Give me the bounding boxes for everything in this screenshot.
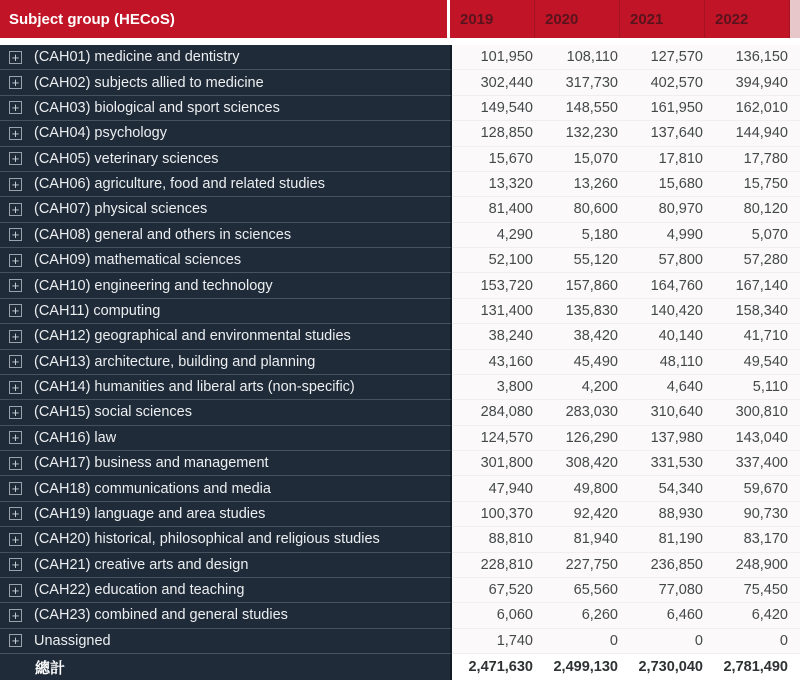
row-label: (CAH01) medicine and dentistry bbox=[34, 49, 240, 66]
expand-plus-icon[interactable]: + bbox=[9, 431, 22, 444]
table-row[interactable] bbox=[0, 273, 800, 298]
total-cell-value: 2,781,490 bbox=[723, 659, 788, 675]
cell-value: 38,420 bbox=[537, 324, 622, 349]
cell-value: 331,530 bbox=[622, 451, 707, 476]
expand-plus-icon[interactable]: + bbox=[9, 152, 22, 165]
row-values bbox=[452, 400, 800, 425]
row-label-cell[interactable] bbox=[0, 400, 452, 425]
row-values bbox=[452, 70, 800, 95]
row-label: (CAH15) social sciences bbox=[34, 404, 192, 421]
column-header-subject-group[interactable]: Subject group (HECoS) bbox=[0, 0, 450, 38]
expand-plus-icon[interactable]: + bbox=[9, 178, 22, 191]
row-label-cell[interactable] bbox=[0, 45, 452, 70]
row-label: (CAH13) architecture, building and planning bbox=[34, 353, 316, 370]
row-label-cell[interactable] bbox=[0, 197, 452, 222]
row-right-pad bbox=[792, 400, 800, 425]
row-values bbox=[452, 273, 800, 298]
cell-value: 337,400 bbox=[707, 451, 792, 476]
cell-value: 4,200 bbox=[537, 375, 622, 400]
row-label: (CAH09) mathematical sciences bbox=[34, 252, 242, 269]
row-label-cell[interactable] bbox=[0, 375, 452, 400]
cell-value: 132,230 bbox=[537, 121, 622, 146]
cell-value: 81,400 bbox=[452, 197, 537, 222]
row-right-pad bbox=[792, 197, 800, 222]
column-header-year[interactable]: 2022 bbox=[705, 0, 790, 38]
row-label-cell[interactable] bbox=[0, 553, 452, 578]
row-label: (CAH21) creative arts and design bbox=[34, 556, 249, 573]
table-row[interactable] bbox=[0, 197, 800, 222]
row-right-pad bbox=[792, 603, 800, 628]
expand-plus-icon[interactable]: + bbox=[9, 457, 22, 470]
cell-value: 80,970 bbox=[622, 197, 707, 222]
header-body-gap bbox=[0, 38, 800, 45]
row-label-cell[interactable] bbox=[0, 603, 452, 628]
row-values bbox=[452, 350, 800, 375]
row-label: (CAH11) computing bbox=[34, 302, 161, 319]
cell-value: 301,800 bbox=[452, 451, 537, 476]
expand-plus-icon[interactable]: + bbox=[9, 507, 22, 520]
cell-value: 40,140 bbox=[622, 324, 707, 349]
expand-plus-icon[interactable]: + bbox=[9, 482, 22, 495]
cell-value: 302,440 bbox=[452, 70, 537, 95]
row-label: (CAH19) language and area studies bbox=[34, 505, 266, 522]
row-label-cell[interactable] bbox=[0, 273, 452, 298]
row-label-cell[interactable] bbox=[0, 629, 452, 654]
cell-value: 283,030 bbox=[537, 400, 622, 425]
table-row[interactable] bbox=[0, 350, 800, 375]
total-cell-value: 2,471,630 bbox=[468, 659, 533, 675]
row-label: (CAH05) veterinary sciences bbox=[34, 150, 219, 167]
row-label-cell[interactable] bbox=[0, 121, 452, 146]
cell-value: 17,810 bbox=[622, 147, 707, 172]
row-label: (CAH20) historical, philosophical and religious studies bbox=[34, 531, 380, 548]
cell-value: 164,760 bbox=[622, 273, 707, 298]
cell-value: 15,070 bbox=[537, 147, 622, 172]
table-row[interactable] bbox=[0, 451, 800, 476]
row-values bbox=[452, 502, 800, 527]
row-right-pad bbox=[792, 553, 800, 578]
table-row[interactable] bbox=[0, 324, 800, 349]
cell-value: 41,710 bbox=[707, 324, 792, 349]
row-label: (CAH22) education and teaching bbox=[34, 582, 245, 599]
expand-plus-icon[interactable]: + bbox=[9, 127, 22, 140]
row-values bbox=[452, 553, 800, 578]
expand-plus-icon[interactable]: + bbox=[9, 584, 22, 597]
cell-value: 13,260 bbox=[537, 172, 622, 197]
cell-value: 5,110 bbox=[707, 375, 792, 400]
row-values bbox=[452, 527, 800, 552]
expand-plus-icon[interactable]: + bbox=[9, 203, 22, 216]
header-corner-strip bbox=[790, 0, 800, 38]
row-values bbox=[452, 375, 800, 400]
row-values bbox=[452, 426, 800, 451]
row-right-pad bbox=[792, 172, 800, 197]
row-right-pad bbox=[792, 299, 800, 324]
row-label-cell[interactable] bbox=[0, 451, 452, 476]
table-row[interactable] bbox=[0, 502, 800, 527]
cell-value: 161,950 bbox=[622, 96, 707, 121]
table-body bbox=[0, 45, 800, 654]
cell-value: 228,810 bbox=[452, 553, 537, 578]
row-values bbox=[452, 223, 800, 248]
cell-value: 6,260 bbox=[537, 603, 622, 628]
row-right-pad bbox=[792, 476, 800, 501]
row-label: (CAH14) humanities and liberal arts (non-specific) bbox=[34, 379, 355, 396]
row-values bbox=[452, 451, 800, 476]
year-headers bbox=[450, 0, 800, 38]
cell-value: 57,800 bbox=[622, 248, 707, 273]
table-row[interactable] bbox=[0, 426, 800, 451]
column-header-year[interactable]: 2019 bbox=[450, 0, 535, 38]
cell-value: 5,180 bbox=[537, 223, 622, 248]
total-cell-value: 2,730,040 bbox=[638, 659, 703, 675]
cell-value: 57,280 bbox=[707, 248, 792, 273]
cell-value: 48,110 bbox=[622, 350, 707, 375]
row-right-pad bbox=[792, 578, 800, 603]
row-label-cell[interactable] bbox=[0, 324, 452, 349]
row-label: (CAH08) general and others in sciences bbox=[34, 226, 292, 243]
table-row[interactable] bbox=[0, 299, 800, 324]
cell-value: 49,540 bbox=[707, 350, 792, 375]
row-values bbox=[452, 147, 800, 172]
cell-value: 90,730 bbox=[707, 502, 792, 527]
row-right-pad bbox=[792, 629, 800, 654]
row-right-pad bbox=[792, 147, 800, 172]
cell-value: 59,670 bbox=[707, 476, 792, 501]
cell-value: 1,740 bbox=[452, 629, 537, 654]
row-right-pad bbox=[792, 426, 800, 451]
total-cell-value: 2,499,130 bbox=[553, 659, 618, 675]
row-label-cell[interactable] bbox=[0, 299, 452, 324]
row-label: (CAH17) business and management bbox=[34, 455, 269, 472]
row-right-pad bbox=[792, 45, 800, 70]
table-row[interactable] bbox=[0, 45, 800, 70]
row-values bbox=[452, 629, 800, 654]
row-values bbox=[452, 248, 800, 273]
cell-value: 52,100 bbox=[452, 248, 537, 273]
row-right-pad bbox=[792, 223, 800, 248]
expand-plus-icon[interactable]: + bbox=[9, 51, 22, 64]
row-values bbox=[452, 121, 800, 146]
cell-value: 137,640 bbox=[622, 121, 707, 146]
cell-value: 49,800 bbox=[537, 476, 622, 501]
cell-value: 158,340 bbox=[707, 299, 792, 324]
expand-plus-icon[interactable]: + bbox=[9, 381, 22, 394]
row-values bbox=[452, 476, 800, 501]
cell-value: 92,420 bbox=[537, 502, 622, 527]
table-row[interactable] bbox=[0, 476, 800, 501]
row-right-pad bbox=[792, 96, 800, 121]
table-row[interactable] bbox=[0, 375, 800, 400]
row-values bbox=[452, 603, 800, 628]
cell-value: 6,460 bbox=[622, 603, 707, 628]
cell-value: 4,640 bbox=[622, 375, 707, 400]
cell-value: 0 bbox=[707, 629, 792, 654]
cell-value: 126,290 bbox=[537, 426, 622, 451]
cell-value: 227,750 bbox=[537, 553, 622, 578]
cell-value: 284,080 bbox=[452, 400, 537, 425]
cell-value: 143,040 bbox=[707, 426, 792, 451]
cell-value: 80,120 bbox=[707, 197, 792, 222]
cell-value: 45,490 bbox=[537, 350, 622, 375]
row-values bbox=[452, 96, 800, 121]
cell-value: 128,850 bbox=[452, 121, 537, 146]
total-row-right-pad bbox=[792, 654, 800, 680]
cell-value: 83,170 bbox=[707, 527, 792, 552]
cell-value: 131,400 bbox=[452, 299, 537, 324]
cell-value: 149,540 bbox=[452, 96, 537, 121]
row-label-cell[interactable] bbox=[0, 578, 452, 603]
row-label-cell[interactable] bbox=[0, 70, 452, 95]
row-right-pad bbox=[792, 451, 800, 476]
table-row[interactable] bbox=[0, 578, 800, 603]
row-values bbox=[452, 578, 800, 603]
expand-plus-icon[interactable]: + bbox=[9, 330, 22, 343]
table-row[interactable] bbox=[0, 400, 800, 425]
table-row[interactable] bbox=[0, 121, 800, 146]
expand-plus-icon[interactable]: + bbox=[9, 228, 22, 241]
cell-value: 167,140 bbox=[707, 273, 792, 298]
cell-value: 135,830 bbox=[537, 299, 622, 324]
expand-plus-icon[interactable]: + bbox=[9, 533, 22, 546]
cell-value: 77,080 bbox=[622, 578, 707, 603]
cell-value: 100,370 bbox=[452, 502, 537, 527]
cell-value: 308,420 bbox=[537, 451, 622, 476]
row-label-cell[interactable] bbox=[0, 426, 452, 451]
cell-value: 6,060 bbox=[452, 603, 537, 628]
cell-value: 157,860 bbox=[537, 273, 622, 298]
cell-value: 162,010 bbox=[707, 96, 792, 121]
row-label: (CAH06) agriculture, food and related studies bbox=[34, 176, 325, 193]
row-values bbox=[452, 324, 800, 349]
cell-value: 137,980 bbox=[622, 426, 707, 451]
cell-value: 5,070 bbox=[707, 223, 792, 248]
expand-plus-icon[interactable]: + bbox=[9, 406, 22, 419]
table-row[interactable] bbox=[0, 248, 800, 273]
row-values bbox=[452, 172, 800, 197]
cell-value: 140,420 bbox=[622, 299, 707, 324]
cell-value: 81,940 bbox=[537, 527, 622, 552]
row-label: (CAH03) biological and sport sciences bbox=[34, 99, 280, 116]
expand-plus-icon[interactable]: + bbox=[9, 304, 22, 317]
column-header-year[interactable]: 2021 bbox=[620, 0, 705, 38]
cell-value: 65,560 bbox=[537, 578, 622, 603]
row-label-cell[interactable] bbox=[0, 147, 452, 172]
table-header-row bbox=[0, 0, 800, 38]
cell-value: 15,680 bbox=[622, 172, 707, 197]
expand-plus-icon[interactable]: + bbox=[9, 634, 22, 647]
cell-value: 13,320 bbox=[452, 172, 537, 197]
cell-value: 81,190 bbox=[622, 527, 707, 552]
expand-plus-icon[interactable]: + bbox=[9, 254, 22, 267]
table-row[interactable] bbox=[0, 527, 800, 552]
cell-value: 15,670 bbox=[452, 147, 537, 172]
row-label: (CAH10) engineering and technology bbox=[34, 277, 273, 294]
expand-plus-icon[interactable]: + bbox=[9, 101, 22, 114]
row-label: (CAH02) subjects allied to medicine bbox=[34, 74, 264, 91]
grand-total-row[interactable] bbox=[0, 654, 800, 680]
cell-value: 144,940 bbox=[707, 121, 792, 146]
cell-value: 310,640 bbox=[622, 400, 707, 425]
cell-value: 0 bbox=[537, 629, 622, 654]
total-label: 總計 bbox=[35, 659, 66, 677]
cell-value: 43,160 bbox=[452, 350, 537, 375]
cell-value: 67,520 bbox=[452, 578, 537, 603]
table-row[interactable] bbox=[0, 603, 800, 628]
expand-plus-icon[interactable]: + bbox=[9, 609, 22, 622]
cell-value: 80,600 bbox=[537, 197, 622, 222]
row-label: (CAH12) geographical and environmental studies bbox=[34, 328, 351, 345]
column-header-year[interactable]: 2020 bbox=[535, 0, 620, 38]
row-label-cell[interactable] bbox=[0, 527, 452, 552]
row-right-pad bbox=[792, 248, 800, 273]
cell-value: 317,730 bbox=[537, 70, 622, 95]
cell-value: 236,850 bbox=[622, 553, 707, 578]
row-label: Unassigned bbox=[34, 632, 111, 649]
expand-plus-icon[interactable]: + bbox=[9, 558, 22, 571]
row-label-cell[interactable] bbox=[0, 223, 452, 248]
row-label: (CAH07) physical sciences bbox=[34, 201, 208, 218]
row-values bbox=[452, 197, 800, 222]
cell-value: 4,290 bbox=[452, 223, 537, 248]
cell-value: 38,240 bbox=[452, 324, 537, 349]
cell-value: 101,950 bbox=[452, 45, 537, 70]
row-label: (CAH04) psychology bbox=[34, 125, 167, 142]
row-label: (CAH23) combined and general studies bbox=[34, 607, 288, 624]
cell-value: 127,570 bbox=[622, 45, 707, 70]
row-values bbox=[452, 45, 800, 70]
row-label-cell[interactable] bbox=[0, 172, 452, 197]
row-label: (CAH16) law bbox=[34, 429, 117, 446]
row-label-cell[interactable] bbox=[0, 96, 452, 121]
cell-value: 108,110 bbox=[537, 45, 622, 70]
cell-value: 3,800 bbox=[452, 375, 537, 400]
expand-plus-icon[interactable]: + bbox=[9, 76, 22, 89]
cell-value: 54,340 bbox=[622, 476, 707, 501]
cell-value: 300,810 bbox=[707, 400, 792, 425]
cell-value: 148,550 bbox=[537, 96, 622, 121]
cell-value: 402,570 bbox=[622, 70, 707, 95]
table-row[interactable] bbox=[0, 96, 800, 121]
cell-value: 124,570 bbox=[452, 426, 537, 451]
row-right-pad bbox=[792, 502, 800, 527]
row-right-pad bbox=[792, 121, 800, 146]
cell-value: 248,900 bbox=[707, 553, 792, 578]
table-row[interactable] bbox=[0, 629, 800, 654]
cell-value: 55,120 bbox=[537, 248, 622, 273]
row-label-cell[interactable] bbox=[0, 248, 452, 273]
row-values bbox=[452, 299, 800, 324]
cell-value: 17,780 bbox=[707, 147, 792, 172]
row-right-pad bbox=[792, 324, 800, 349]
table-row[interactable] bbox=[0, 70, 800, 95]
row-label: (CAH18) communications and media bbox=[34, 480, 271, 497]
cell-value: 136,150 bbox=[707, 45, 792, 70]
cell-value: 6,420 bbox=[707, 603, 792, 628]
row-right-pad bbox=[792, 350, 800, 375]
row-right-pad bbox=[792, 375, 800, 400]
cell-value: 47,940 bbox=[452, 476, 537, 501]
cell-value: 153,720 bbox=[452, 273, 537, 298]
cell-value: 75,450 bbox=[707, 578, 792, 603]
cell-value: 394,940 bbox=[707, 70, 792, 95]
cell-value: 15,750 bbox=[707, 172, 792, 197]
row-label-cell[interactable] bbox=[0, 502, 452, 527]
cell-value: 0 bbox=[622, 629, 707, 654]
table-row[interactable] bbox=[0, 147, 800, 172]
cell-value: 88,810 bbox=[452, 527, 537, 552]
expand-plus-icon[interactable]: + bbox=[9, 279, 22, 292]
row-label-cell[interactable] bbox=[0, 476, 452, 501]
row-label-cell[interactable] bbox=[0, 350, 452, 375]
expand-plus-icon[interactable]: + bbox=[9, 355, 22, 368]
cell-value: 88,930 bbox=[622, 502, 707, 527]
row-right-pad bbox=[792, 527, 800, 552]
row-right-pad bbox=[792, 273, 800, 298]
table-row[interactable] bbox=[0, 172, 800, 197]
cell-value: 4,990 bbox=[622, 223, 707, 248]
row-right-pad bbox=[792, 70, 800, 95]
table-row[interactable] bbox=[0, 223, 800, 248]
table-row[interactable] bbox=[0, 553, 800, 578]
